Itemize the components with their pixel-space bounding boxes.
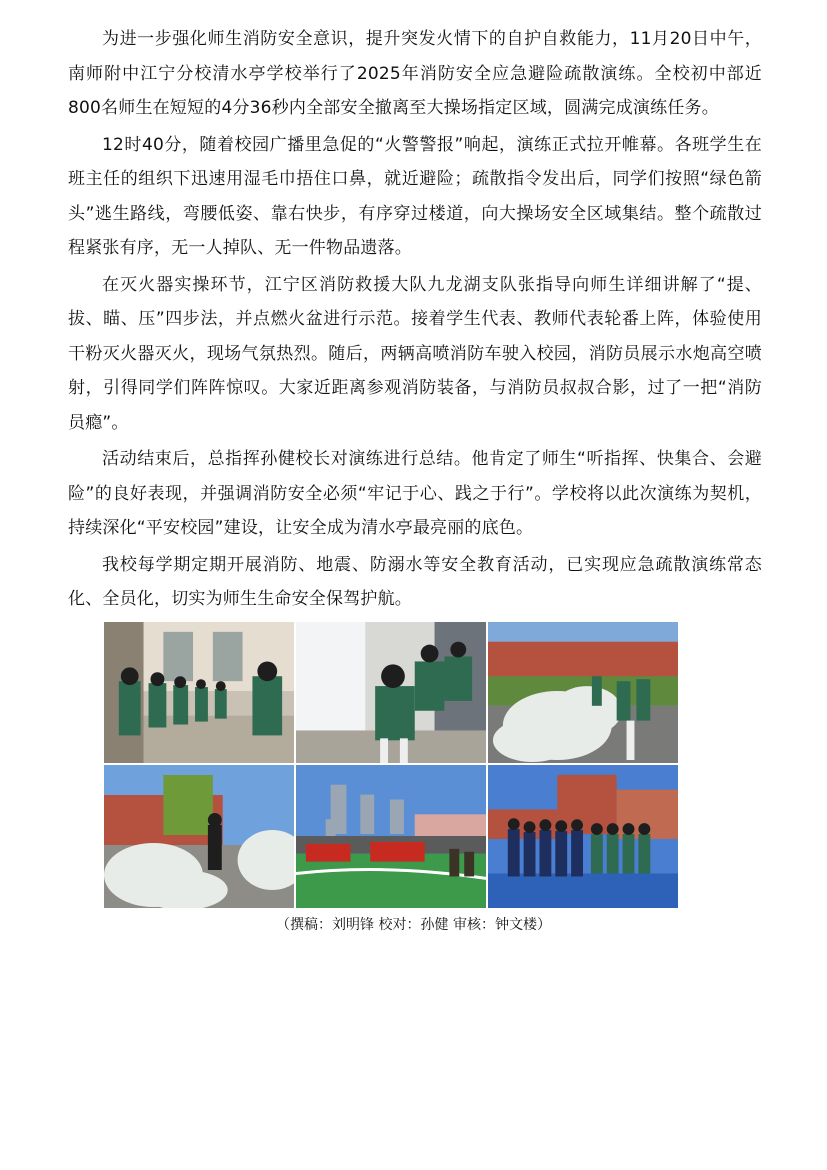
credits-caption: （撰稿：刘明锋 校对：孙健 审核：钟文楼） <box>276 917 551 933</box>
article-body <box>68 22 762 619</box>
photo-group-firefighters <box>487 764 679 909</box>
paragraph-2: 12时40分，随着校园广播里急促的“火警警报”响起，演练正式拉开帷幕。各班学生在班主任的组织下迅速用湿毛巾捂住口鼻，就近避险；疏散指令发出后，同学们按照“绿色箭头”逃生路线，弯腰低姿、靠右快步，有序穿过楼道，向大操场安全区域集结。整个疏散过程紧张有序，无一人掉队、无一件物品遗落。 <box>68 134 762 258</box>
photo-stairwell-exit <box>295 621 487 764</box>
photo-extinguisher-practice <box>103 764 295 909</box>
photo-collage <box>103 621 679 909</box>
photo-fire-trucks-field <box>295 764 487 909</box>
paragraph-1: 为进一步强化师生消防安全意识，提升突发火情下的自护自救能力，11月20日中午，南师附中江宁分校清水亭学校举行了2025年消防安全应急避险疏散演练。全校初中部近800名师生在短短的4分36秒内全部安全撤离至大操场指定区域，圆满完成演练任务。 <box>68 29 762 118</box>
photo-extinguisher-demo <box>487 621 679 764</box>
photo-corridor-evacuation <box>103 621 295 764</box>
paragraph-4: 活动结束后，总指挥孙健校长对演练进行总结。他肯定了师生“听指挥、快集合、会避险”的良好表现，并强调消防安全必须“牢记于心、践之于行”。学校将以此次演练为契机，持续深化“平安校园”建设，让安全成为清水亭最亮丽的底色。 <box>68 449 762 538</box>
paragraph-5: 我校每学期定期开展消防、地震、防溺水等安全教育活动，已实现应急疏散演练常态化、全员化，切实为师生生命安全保驾护航。 <box>68 554 762 609</box>
paragraph-3: 在灭火器实操环节，江宁区消防救援大队九龙湖支队张指导向师生详细讲解了“提、拔、瞄、压”四步法，并点燃火盆进行示范。接着学生代表、教师代表轮番上阵，体验使用干粉灭火器灭火，现场气氛热烈。随后，两辆高喷消防车驶入校园，消防员展示水炮高空喷射，引得同学们阵阵惊叹。大家近距离参观消防装备，与消防员叔叔合影，过了一把“消防员瘾”。 <box>68 274 762 433</box>
